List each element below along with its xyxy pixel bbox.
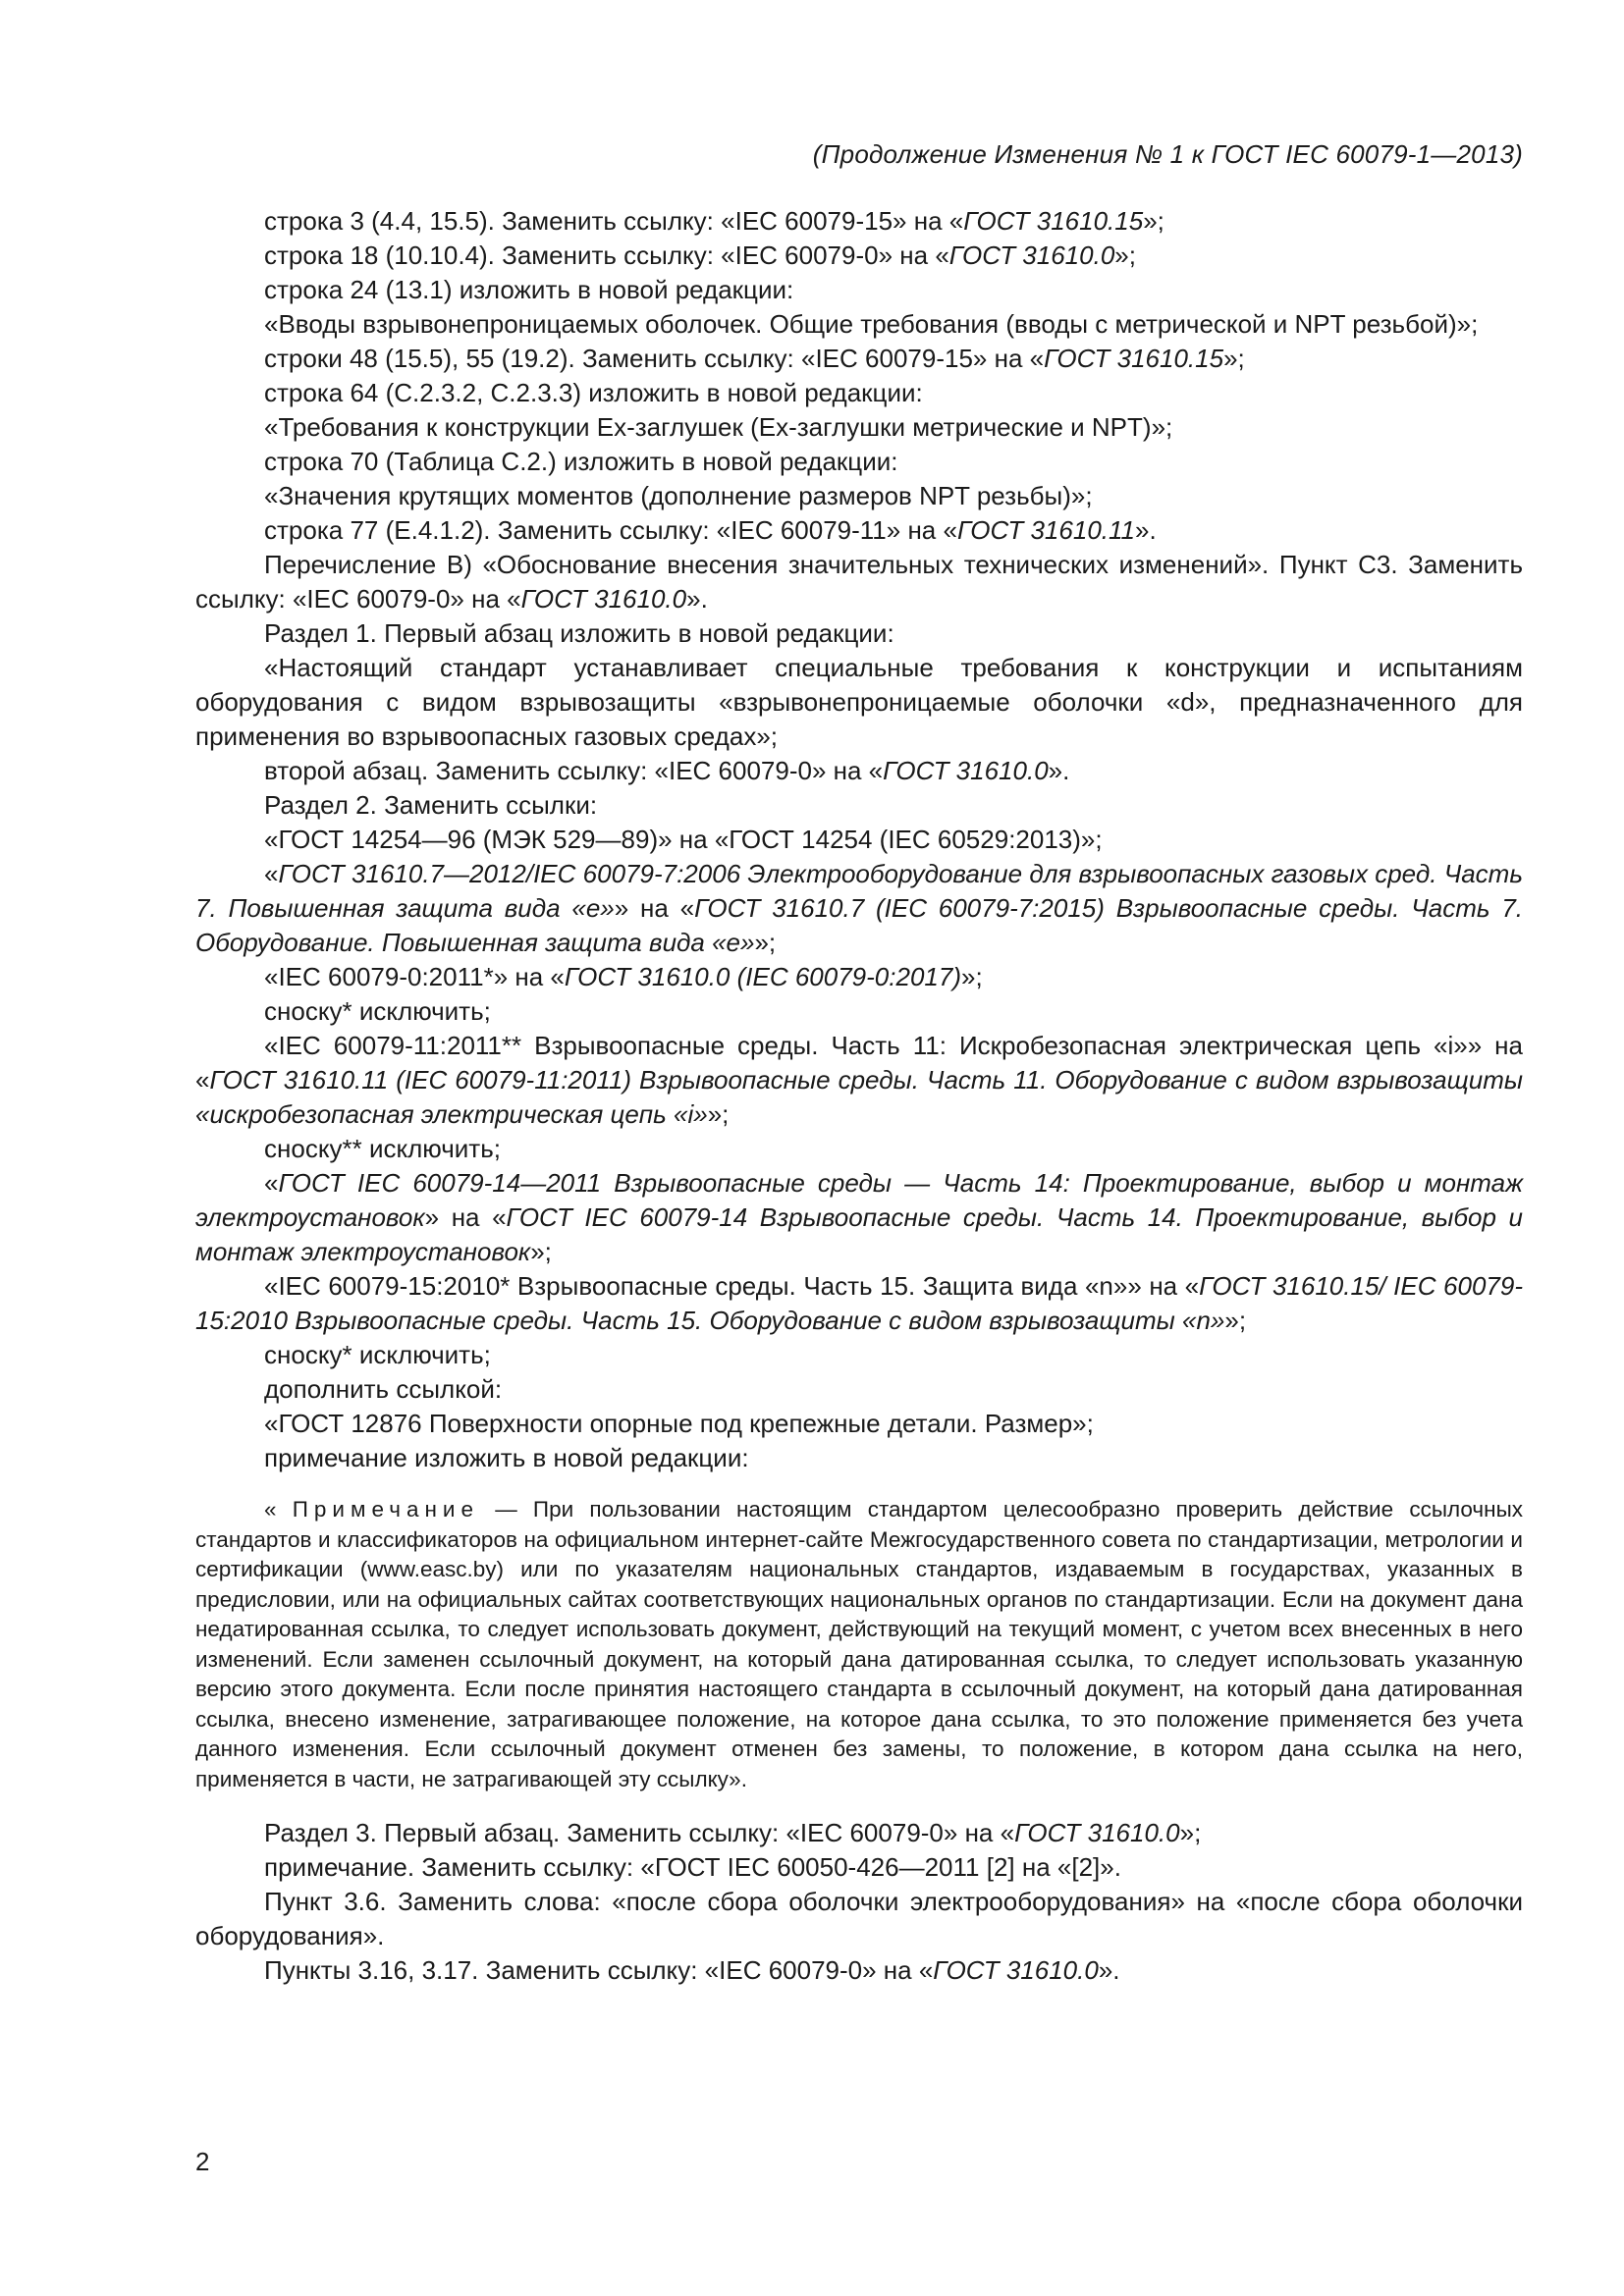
paragraph: «Требования к конструкции Ex-заглушек (Ex-заглушки метрические и NPT)»; — [264, 412, 1173, 442]
paragraph: «IEC 60079-0:2011*» на «ГОСТ 31610.0 (IEC 60079-0:2017)»; — [264, 962, 983, 991]
paragraph: дополнить ссылкой: — [264, 1374, 503, 1404]
paragraph: второй абзац. Заменить ссылку: «IEC 60079-0» на «ГОСТ 31610.0». — [264, 756, 1070, 785]
paragraph: примечание. Заменить ссылку: «ГОСТ IEC 60050-426—2011 [2] на «[2]». — [264, 1852, 1121, 1882]
paragraph: Пункты 3.16, 3.17. Заменить ссылку: «IEC 60079-0» на «ГОСТ 31610.0». — [264, 1955, 1120, 1985]
paragraph: Раздел 2. Заменить ссылки: — [264, 790, 598, 820]
paragraph: сноску** исключить; — [264, 1134, 501, 1163]
paragraph: «ГОСТ 14254—96 (МЭК 529—89)» на «ГОСТ 14254 (IEC 60529:2013)»; — [264, 825, 1103, 854]
document-body — [195, 204, 1523, 1988]
paragraph: Раздел 3. Первый абзац. Заменить ссылку: «IEC 60079-0» на «ГОСТ 31610.0»; — [264, 1818, 1202, 1847]
paragraph: строка 24 (13.1) изложить в новой редакции: — [264, 275, 794, 304]
paragraph: строка 70 (Таблица С.2.) изложить в новой редакции: — [264, 447, 898, 476]
paragraph: строка 18 (10.10.4). Заменить ссылку: «IEC 60079-0» на «ГОСТ 31610.0»; — [264, 240, 1136, 270]
paragraph: строки 48 (15.5), 55 (19.2). Заменить ссылку: «IEC 60079-15» на «ГОСТ 31610.15»; — [264, 344, 1245, 373]
paragraph: сноску* исключить; — [264, 1340, 491, 1369]
paragraph: строка 3 (4.4, 15.5). Заменить ссылку: «IEC 60079-15» на «ГОСТ 31610.15»; — [264, 206, 1164, 236]
page-number: 2 — [195, 2147, 210, 2176]
note-block: « Примечание — При пользовании настоящим стандартом целесообразно проверить действие ссылочных стандартов и классификаторов на официальном интернет-сайте Межгосударственного совета по стандартизации, метрологии и сертификации (www.easc.by) или по указателям национальных стандартов, издаваемым в государствах, указанных в предисловии, или на официальных сайтах соответствующих национальных органов по стандартизации. Если на документ дана недатированная ссылка, то следует использовать документ, действующий на текущий момент, с учетом всех внесенных в него изменений. Если заменен ссылочный документ, на который дана датированная ссылка, то следует использовать указанную версию этого документа. Если после принятия настоящего стандарта в ссылочный документ, на который дана датированная ссылка, внесено изменение, затрагивающее положение, на которое дана ссылка, то это положение применяется без учета данного изменения. Если ссылочный документ отменен без замены, то положение, в котором дана ссылка на него, применяется в части, не затрагивающей эту ссылку». — [195, 1497, 1523, 1791]
paragraph: строка 64 (С.2.3.2, С.2.3.3) изложить в новой редакции: — [264, 378, 923, 407]
paragraph: «Настоящий стандарт устанавливает специальные требования к конструкции и испытаниям оборудования с видом взрывозащиты «взрывонепроницаемые оболочки «d», предназначенного для применения во взрывоопасных газовых средах»; — [195, 653, 1523, 751]
paragraph: «ГОСТ IEC 60079-14—2011 Взрывоопасные среды — Часть 14: Проектирование, выбор и монтаж электроустановок» на «ГОСТ IEC 60079-14 Взрывоопасные среды. Часть 14. Проектирование, выбор и монтаж электроустановок»; — [195, 1168, 1523, 1266]
paragraph: Пункт 3.6. Заменить слова: «после сбора оболочки электрооборудования» на «после сбора оболочки оборудования». — [195, 1887, 1523, 1950]
note-label: Примечание — [292, 1497, 479, 1522]
paragraph: Раздел 1. Первый абзац изложить в новой редакции: — [264, 618, 894, 648]
paragraph: «ГОСТ 31610.7—2012/IEC 60079-7:2006 Электрооборудование для взрывоопасных газовых сред. Часть 7. Повышенная защита вида «е»» на «ГОСТ 31610.7 (IEC 60079-7:2015) Взрывоопасные среды. Часть 7. Оборудование. Повышенная защита вида «е»»; — [195, 859, 1524, 957]
paragraph: «IEC 60079-11:2011** Взрывоопасные среды. Часть 11: Искробезопасная электрическая цепь «i»» на «ГОСТ 31610.11 (IEC 60079-11:2011) Взрывоопасные среды. Часть 11. Оборудование с видом взрывозащиты «искробезопасная электрическая цепь «i»»; — [195, 1031, 1523, 1129]
paragraph: «IEC 60079-15:2010* Взрывоопасные среды. Часть 15. Защита вида «n»» на «ГОСТ 31610.15/ IEC 60079-15:2010 Взрывоопасные среды. Часть 15. Оборудование с видом взрывозащиты «n»»; — [195, 1271, 1523, 1335]
paragraph: Перечисление В) «Обоснование внесения значительных технических изменений». Пункт С3. Заменить ссылку: «IEC 60079-0» на «ГОСТ 31610.0». — [195, 550, 1523, 614]
paragraph: «Вводы взрывонепроницаемых оболочек. Общие требования (вводы с метрической и NPT резьбой)»; — [264, 309, 1479, 339]
page-header: (Продолжение Изменения № 1 к ГОСТ IEC 60079-1—2013) — [812, 139, 1523, 169]
paragraph: строка 77 (Е.4.1.2). Заменить ссылку: «IEC 60079-11» на «ГОСТ 31610.11». — [264, 515, 1157, 545]
paragraph: сноску* исключить; — [264, 996, 491, 1026]
paragraph: «ГОСТ 12876 Поверхности опорные под крепежные детали. Размер»; — [264, 1409, 1094, 1438]
paragraph: «Значения крутящих моментов (дополнение размеров NPT резьбы)»; — [264, 481, 1093, 510]
paragraph: примечание изложить в новой редакции: — [264, 1443, 749, 1472]
